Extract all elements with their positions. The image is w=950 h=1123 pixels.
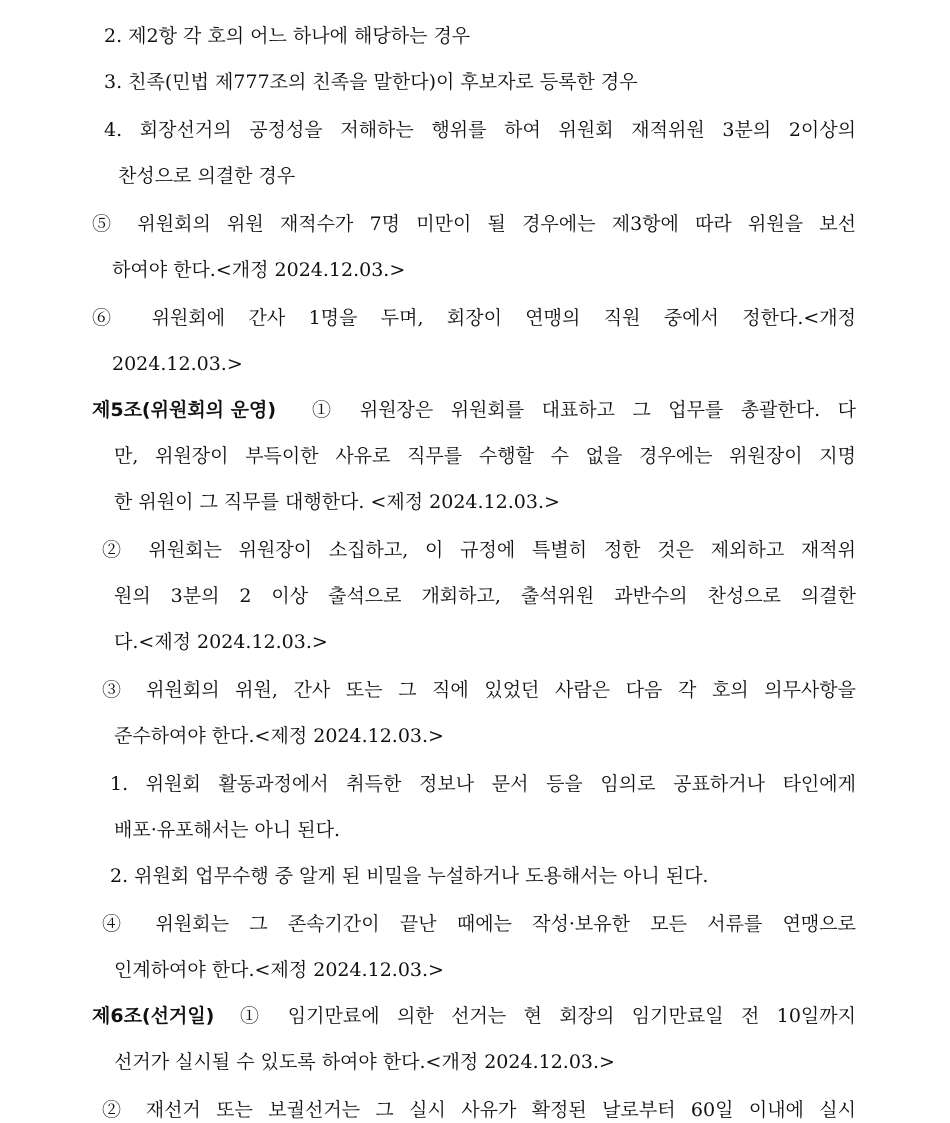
article-5-clause-3: ③ 위원회의 위원, 간사 또는 그 직에 있었던 사람은 다음 각 호의 의무사항을 (102, 679, 856, 701)
item-3: 3. 친족(민법 제777조의 친족을 말한다)이 후보자로 등록한 경우 (104, 71, 638, 93)
article-5-clause-1-cont2: 한 위원이 그 직무를 대행한다. <제정 2024.12.03.> (114, 491, 560, 513)
clause-6-cont: 2024.12.03.> (112, 353, 243, 375)
article-6-heading: 제6조(선거일) (92, 1005, 215, 1027)
item-2: 2. 제2항 각 호의 어느 하나에 해당하는 경우 (104, 25, 471, 47)
item-4: 4. 회장선거의 공정성을 저해하는 행위를 하여 위원회 재적위원 3분의 2이상의 (104, 119, 856, 141)
article-5-clause-4: ④ 위원회는 그 존속기간이 끝난 때에는 작성·보유한 모든 서류를 연맹으로 (102, 913, 856, 935)
article-5-clause-1: ① 위원장은 위원회를 대표하고 그 업무를 총괄한다. 다 (312, 399, 856, 421)
article-5-clause-1-cont: 만, 위원장이 부득이한 사유로 직무를 수행할 수 없을 경우에는 위원장이 지명 (114, 445, 856, 467)
article-5-clause-3-item-1-cont: 배포·유포해서는 아니 된다. (114, 819, 341, 841)
article-5-clause-3-item-1: 1. 위원회 활동과정에서 취득한 정보나 문서 등을 임의로 공표하거나 타인에게 (110, 773, 856, 795)
clause-5: ⑤ 위원회의 위원 재적수가 7명 미만이 될 경우에는 제3항에 따라 위원을 보선 (92, 213, 856, 235)
article-5-clause-3-cont: 준수하여야 한다.<제정 2024.12.03.> (114, 725, 444, 747)
article-6-clause-2: ② 재선거 또는 보궐선거는 그 실시 사유가 확정된 날로부터 60일 이내에 실시 (102, 1099, 856, 1121)
clause-6: ⑥ 위원회에 간사 1명을 두며, 회장이 연맹의 직원 중에서 정한다.<개정 (92, 307, 856, 329)
item-4-cont: 찬성으로 의결한 경우 (118, 165, 296, 187)
clause-5-cont: 하여야 한다.<개정 2024.12.03.> (112, 259, 406, 281)
article-5-clause-4-cont: 인계하여야 한다.<제정 2024.12.03.> (114, 959, 444, 981)
article-6-clause-1: ① 임기만료에 의한 선거는 현 회장의 임기만료일 전 10일까지 (240, 1005, 856, 1027)
article-5-clause-2: ② 위원회는 위원장이 소집하고, 이 규정에 특별히 정한 것은 제외하고 재적위 (102, 539, 856, 561)
article-5-clause-2-cont: 원의 3분의 2 이상 출석으로 개회하고, 출석위원 과반수의 찬성으로 의결한 (114, 585, 856, 607)
article-6-clause-1-cont: 선거가 실시될 수 있도록 하여야 한다.<개정 2024.12.03.> (114, 1051, 615, 1073)
article-5-clause-3-item-2: 2. 위원회 업무수행 중 알게 된 비밀을 누설하거나 도용해서는 아니 된다. (110, 865, 709, 887)
article-5-heading: 제5조(위원회의 운영) (92, 399, 277, 421)
article-5-clause-2-cont2: 다.<제정 2024.12.03.> (114, 631, 328, 653)
